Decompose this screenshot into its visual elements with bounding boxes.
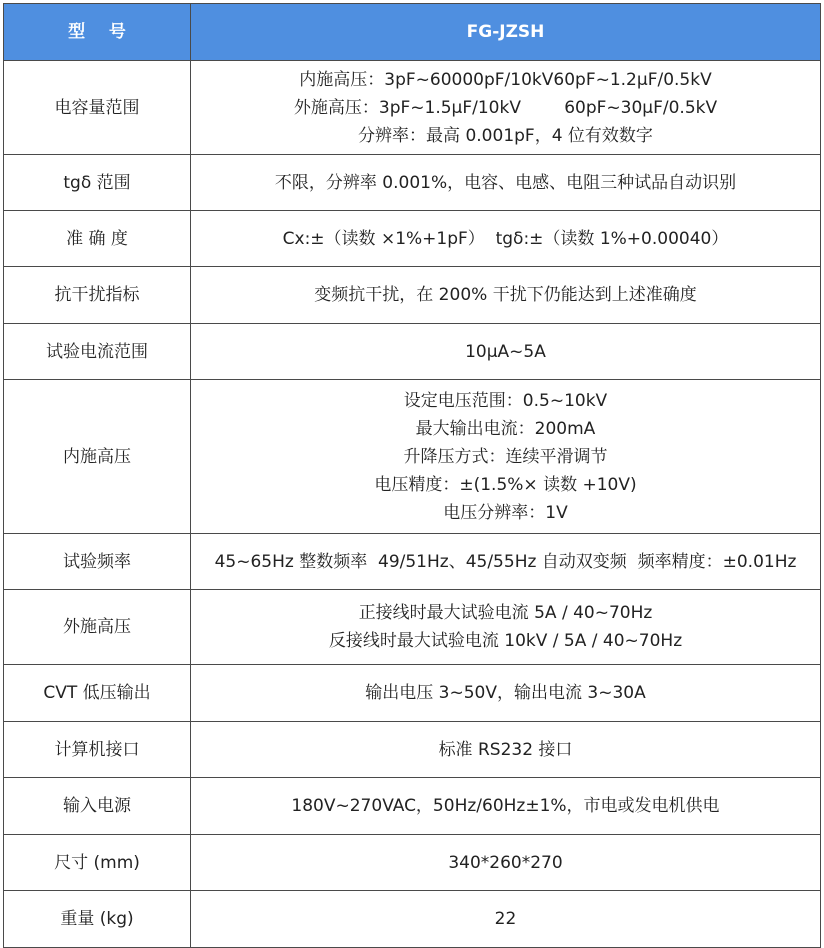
value-line: 反接线时最大试验电流 10kV / 5A / 40~70Hz <box>328 631 683 651</box>
value-line: 最大输出电流：200mA <box>415 418 596 439</box>
table-row <box>4 324 821 380</box>
row-value <box>191 778 821 835</box>
value-line: 设定电压范围：0.5~10kV <box>403 390 608 411</box>
row-value <box>191 835 821 891</box>
row-label: 抗干扰指标 <box>4 267 191 324</box>
row-label: 准 确 度 <box>4 211 191 267</box>
table-row <box>4 891 821 948</box>
row-value <box>191 722 821 778</box>
row-label: CVT 低压输出 <box>4 665 191 722</box>
table-row <box>4 534 821 590</box>
value-line: 正接线时最大试验电流 5A / 40~70Hz <box>358 603 653 623</box>
value-line: 分辨率：最高 0.001pF，4 位有效数字 <box>358 125 653 146</box>
value-line: 变频抗干扰，在 200% 干扰下仍能达到上述准确度 <box>314 285 697 305</box>
value-line: 升降压方式：连续平滑调节 <box>403 446 608 467</box>
header-model: FG-JZSH <box>191 4 821 61</box>
row-label: 输入电源 <box>4 778 191 835</box>
row-value <box>191 380 821 534</box>
header-row <box>4 4 821 61</box>
value-line: 电压分辨率：1V <box>443 502 568 523</box>
table-row <box>4 778 821 835</box>
row-label: 内施高压 <box>4 380 191 534</box>
row-label: tgδ 范围 <box>4 155 191 211</box>
spec-body <box>4 61 821 948</box>
table-row <box>4 665 821 722</box>
row-value <box>191 61 821 155</box>
row-value <box>191 891 821 948</box>
value-line: 45~65Hz 整数频率 49/51Hz、45/55Hz 自动双变频 频率精度：±0.01Hz <box>214 551 797 572</box>
row-value <box>191 267 821 324</box>
row-label: 外施高压 <box>4 590 191 665</box>
table-row <box>4 61 821 155</box>
spec-table <box>3 3 821 948</box>
value-line: 22 <box>494 909 517 929</box>
table-row <box>4 835 821 891</box>
row-label: 电容量范围 <box>4 61 191 155</box>
row-label: 计算机接口 <box>4 722 191 778</box>
row-label: 试验电流范围 <box>4 324 191 380</box>
value-line: 输出电压 3~50V，输出电流 3~30A <box>365 683 646 703</box>
header-label: 型 号 <box>4 4 191 61</box>
value-line: 电压精度：±(1.5%× 读数 +10V) <box>374 474 637 495</box>
table-row <box>4 211 821 267</box>
row-label: 试验频率 <box>4 534 191 590</box>
table-row <box>4 590 821 665</box>
row-value <box>191 590 821 665</box>
value-line: 340*260*270 <box>448 852 563 873</box>
value-line: 不限，分辨率 0.001%，电容、电感、电阻三种试品自动识别 <box>274 172 737 193</box>
row-value <box>191 665 821 722</box>
value-line: 10μA~5A <box>465 341 546 362</box>
table-row <box>4 155 821 211</box>
row-value <box>191 534 821 590</box>
row-label: 重量 (kg) <box>4 891 191 948</box>
row-value <box>191 155 821 211</box>
value-line: 内施高压：3pF~60000pF/10kV60pF~1.2μF/0.5kV <box>299 69 712 90</box>
value-line: 外施高压：3pF~1.5μF/10kV 60pF~30μF/0.5kV <box>293 97 718 118</box>
row-label: 尺寸 (mm) <box>4 835 191 891</box>
table-row <box>4 267 821 324</box>
value-line: Cx:±（读数 ×1%+1pF） tgδ:±（读数 1%+0.00040） <box>282 228 729 249</box>
row-value <box>191 324 821 380</box>
row-value <box>191 211 821 267</box>
value-line: 180V~270VAC，50Hz/60Hz±1%，市电或发电机供电 <box>291 796 720 816</box>
table-row <box>4 722 821 778</box>
value-line: 标准 RS232 接口 <box>438 739 573 760</box>
table-row <box>4 380 821 534</box>
